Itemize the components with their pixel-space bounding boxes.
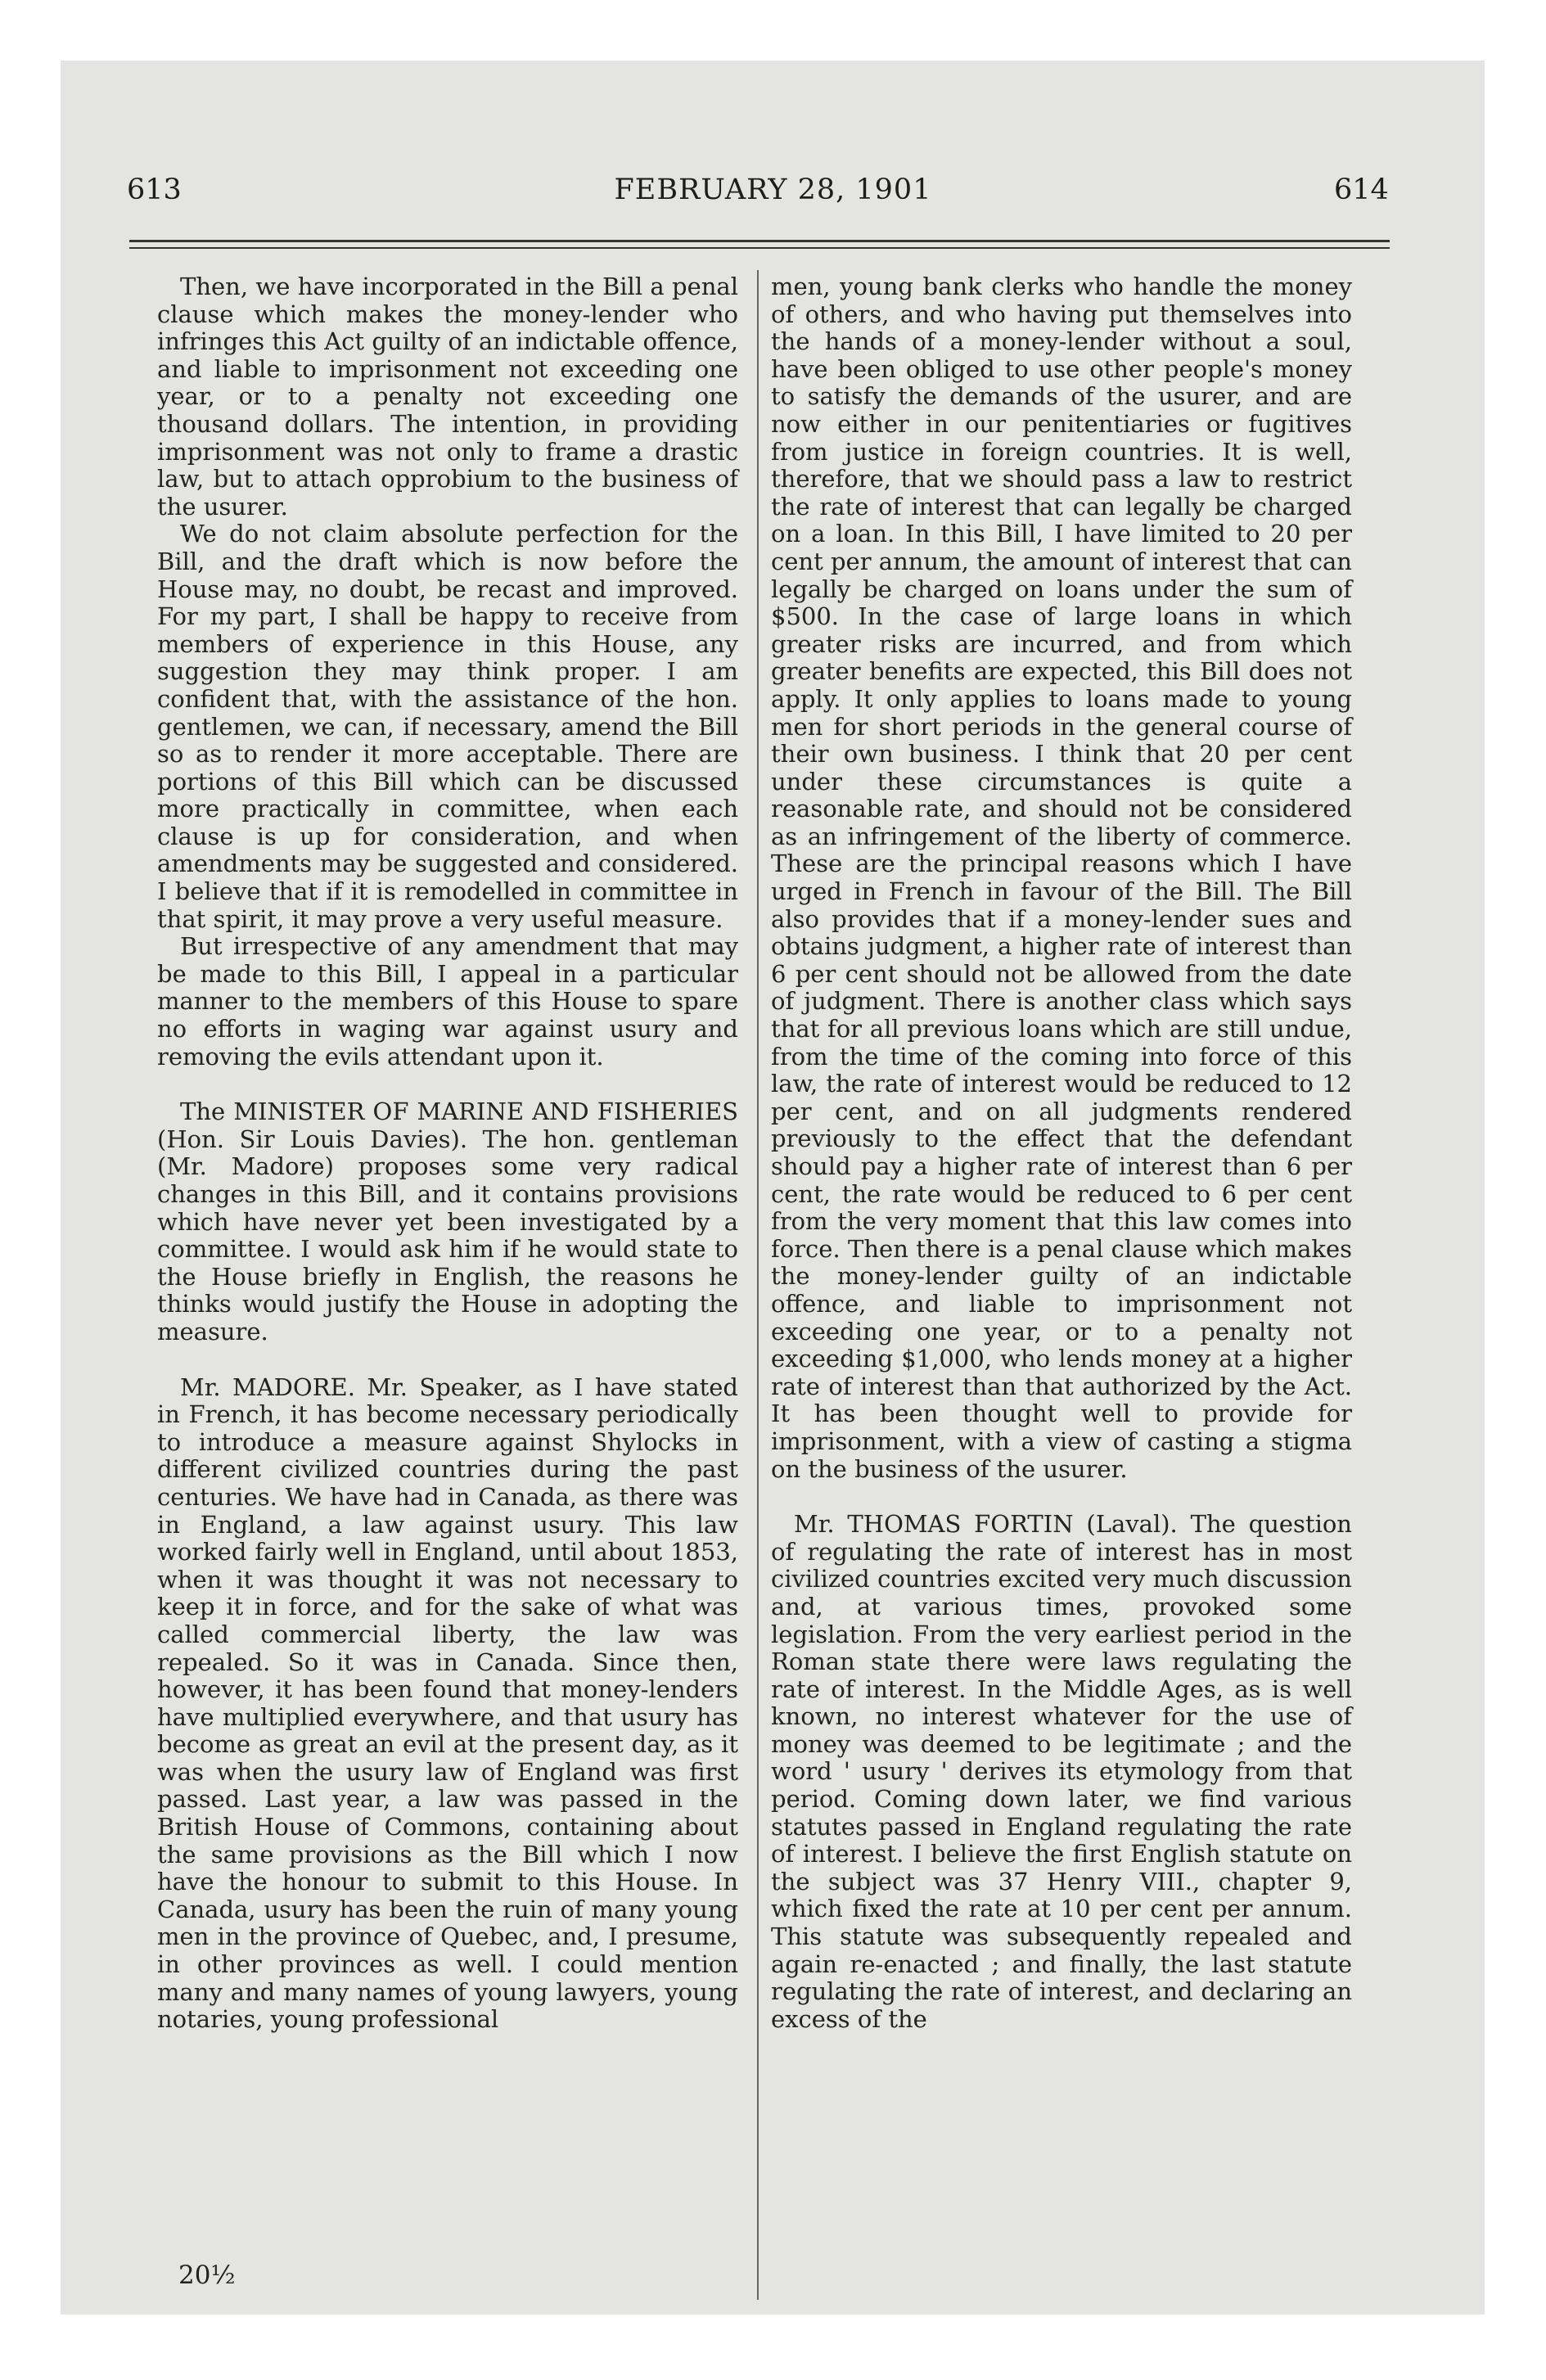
paragraph-appeal: But irrespective of any amendment that may be made to this Bill, I appeal in a particular manner to the members of this House to spare no efforts in waging war against usury and removing the evils attendant upon it. xyxy=(157,932,738,1071)
header-rule-top xyxy=(129,240,1390,242)
signature-mark: 20½ xyxy=(178,2261,236,2290)
right-page-number: 614 xyxy=(1334,174,1389,206)
paragraph-madore-continued: men, young bank clerks who handle the money of others, and who having put themselves into the hands of a money-lender without a soul, have been obliged to use other people's money to satisfy the demands of the usurer, and are now either in our penitentiaries or fugitives from justice in foreign countries. It is well, therefore, that we should pass a law to restrict the rate of interest that can legally be charged on a loan. In this Bill, I have limited to 20 per cent per annum, the amount of interest that can legally be charged on loans under the sum of $500. In the case of large loans in which greater risks are incurred, and from which greater benefits are expected, this Bill does not apply. It only applies to loans made to young men for short periods in the general course of their own business. I think that 20 per cent under these circumstances is quite a reasonable rate, and should not be considered as an infringement of the liberty of commerce. These are the principal reasons which I have urged in French in favour of the Bill. The Bill also provides that if a money-lender sues and obtains judgment, a higher rate of interest than 6 per cent should not be allowed from the date of judgment. There is another class which says that for all previous loans which are still undue, from the time of the coming into force of this law, the rate of interest would be reduced to 12 per cent, and on all judgments rendered previously to the effect that the defendant should pay a higher rate of interest than 6 per cent, the rate would be reduced to 6 per cent from the very moment that this law comes into force. Then there is a penal clause which makes the money-lender guilty of an indictable offence, and liable to imprisonment not exceeding one year, or to a penalty not exceeding $1,000, who lends money at a higher rate of interest than that authorized by the Act. It has been thought well to provide for imprisonment, with a view of casting a stigma on the business of the usurer. xyxy=(771,273,1352,1483)
paragraph-thomas-fortin: Mr. THOMAS FORTIN (Laval). The question of regulating the rate of interest has in most civilized countries excited very much discussion and, at various times, provoked some legislation. From the very earliest period in the Roman state there were laws regulating the rate of interest. In the Middle Ages, as is well known, no interest whatever for the use of money was deemed to be legitimate ; and the word ' usury ' derives its etymology from that period. Coming down later, we find various statutes passed in England regulating the rate of interest. I believe the first English statute on the subject was 37 Henry VIII., chapter 9, which fixed the rate at 10 per cent per annum. This statute was subsequently repealed and again re-enacted ; and finally, the last statute regulating the rate of interest, and declaring an excess of the xyxy=(771,1510,1352,2033)
paragraph-perfection: We do not claim absolute perfection for the Bill, and the draft which is now before the House may, no doubt, be recast and improved. For my part, I shall be happy to receive from members of experience in this House, any suggestion they may think proper. I am confident that, with the assistance of the hon. gentlemen, we can, if necessary, amend the Bill so as to render it more acceptable. There are portions of this Bill which can be discussed more practically in committee, when each clause is up for consideration, and when amendments may be suggested and considered. I believe that if it is remodelled in committee in that spirit, it may prove a very useful measure. xyxy=(157,520,738,933)
column-divider xyxy=(757,270,759,2300)
right-column xyxy=(771,273,1352,2033)
paragraph-minister-marine: The MINISTER OF MARINE AND FISHERIES (Hon. Sir Louis Davies). The hon. gentleman (Mr. Madore) proposes some very radical changes in this Bill, and it contains provisions which have never yet been investigated by a committee. I would ask him if he would state to the House briefly in English, the reasons he thinks would justify the House in adopting the measure. xyxy=(157,1098,738,1346)
paragraph-madore: Mr. MADORE. Mr. Speaker, as I have stated in French, it has become necessary periodically to introduce a measure against Shylocks in different civilized countries during the past centuries. We have had in Canada, as there was in England, a law against usury. This law worked fairly well in England, until about 1853, when it was thought it was not necessary to keep it in force, and for the sake of what was called commercial liberty, the law was repealed. So it was in Canada. Since then, however, it has been found that money-lenders have multiplied everywhere, and that usury has become as great an evil at the present day, as it was when the usury law of England was first passed. Last year, a law was passed in the British House of Commons, containing about the same provisions as the Bill which I now have the honour to submit to this House. In Canada, usury has been the ruin of many young men in the province of Quebec, and, I presume, in other provinces as well. I could mention many and many names of young lawyers, young notaries, young professional xyxy=(157,1373,738,2034)
left-column xyxy=(157,273,738,2034)
header-rule-bottom xyxy=(129,247,1390,249)
paragraph-penal-clause: Then, we have incorporated in the Bill a penal clause which makes the money-lender who infringes this Act guilty of an indictable offence, and liable to imprisonment not exceeding one year, or to a penalty not exceeding one thousand dollars. The intention, in providing imprisonment was not only to frame a drastic law, but to attach opprobium to the business of the usurer. xyxy=(157,273,738,521)
left-page-number: 613 xyxy=(127,174,182,206)
page-date-heading: FEBRUARY 28, 1901 xyxy=(614,174,932,206)
